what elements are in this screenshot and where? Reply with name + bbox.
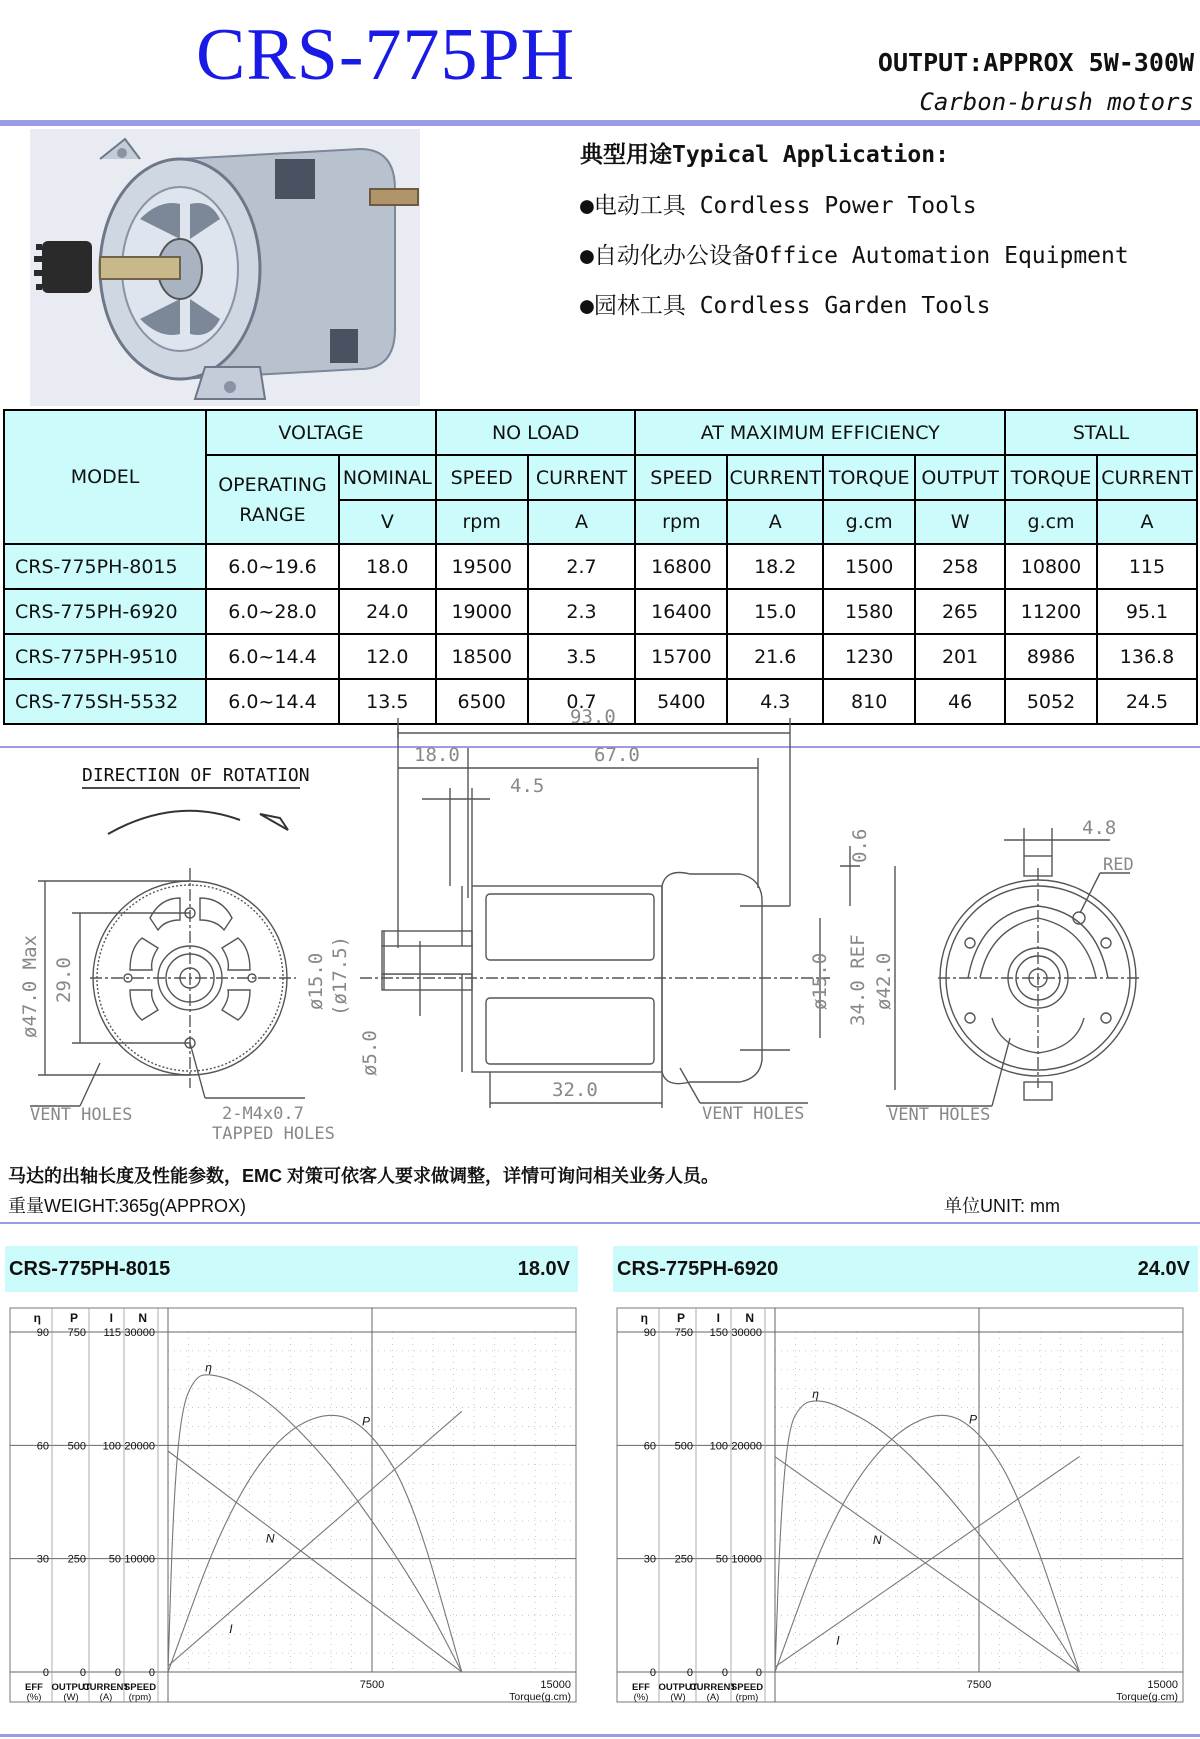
section-divider	[0, 1222, 1200, 1224]
table-cell: 19500	[436, 544, 528, 589]
table-cell: 5400	[635, 679, 727, 724]
table-cell: 6500	[436, 679, 528, 724]
axis-unit: (A)	[99, 1692, 113, 1703]
table-cell: 18.2	[727, 544, 823, 589]
table-cell: 8986	[1005, 634, 1097, 679]
x-tick-label: 15000	[1147, 1679, 1178, 1691]
y-tick-label: 90	[643, 1327, 656, 1339]
table-cell: 6.0~14.4	[206, 634, 339, 679]
y-tick-label: 500	[674, 1440, 693, 1453]
chart-voltage: 24.0V	[1137, 1258, 1190, 1280]
series-line-p	[168, 1415, 462, 1672]
operating-label: OPERATING	[218, 473, 327, 496]
series-label: η	[812, 1386, 819, 1401]
application-item: ●电动工具 Cordless Power Tools	[580, 193, 977, 219]
series-line-i	[775, 1456, 1080, 1666]
table-cell: 10800	[1005, 544, 1097, 589]
y-tick-label: 0	[721, 1667, 728, 1679]
axis-symbol: P	[676, 1311, 685, 1325]
dia-15-label-right: ø15.0	[809, 952, 831, 1010]
table-cell: 11200	[1005, 589, 1097, 634]
series-line-p	[775, 1415, 1080, 1672]
table-cell: 18500	[436, 634, 528, 679]
axis-symbol: N	[138, 1311, 147, 1325]
axis-symbol: I	[109, 1311, 113, 1325]
table-cell: 6.0~19.6	[206, 544, 339, 589]
table-cell: 258	[915, 544, 1005, 589]
table-row	[4, 589, 1197, 634]
dia-15-label-left: ø15.0	[305, 952, 327, 1010]
table-cell: 810	[823, 679, 915, 724]
table-cell: 15.0	[727, 589, 823, 634]
unit-cell: V	[339, 500, 436, 544]
axis-unit: (%)	[26, 1692, 42, 1703]
axis-symbol: I	[716, 1311, 720, 1325]
y-tick-label: 500	[67, 1440, 86, 1453]
unit-cell: rpm	[436, 500, 528, 544]
dim-29-label: 29.0	[53, 957, 75, 1003]
table-row	[4, 634, 1197, 679]
y-tick-label: 250	[67, 1553, 86, 1566]
table-cell: 16800	[635, 544, 727, 589]
eff-current-header: CURRENT	[727, 455, 823, 500]
series-label: P	[362, 1414, 371, 1429]
axis-symbol: η	[33, 1311, 41, 1325]
series-label: η	[205, 1360, 212, 1375]
table-cell: 4.3	[727, 679, 823, 724]
y-tick-label: 50	[715, 1553, 728, 1566]
eff-output-header: OUTPUT	[915, 455, 1005, 500]
axis-label: EFF	[632, 1682, 650, 1693]
unit-cell: W	[915, 500, 1005, 544]
weight-label: 重量WEIGHT:365g(APPROX)	[8, 1196, 247, 1216]
y-tick-label: 10000	[124, 1553, 155, 1566]
y-tick-label: 0	[686, 1667, 693, 1679]
table-cell: 95.1	[1097, 589, 1197, 634]
no-load-header: NO LOAD	[436, 410, 636, 455]
axis-symbol: P	[69, 1311, 78, 1325]
motor-photo	[30, 129, 420, 406]
stall-torque-header: TORQUE	[1005, 455, 1097, 500]
application-item: ●自动化办公设备Office Automation Equipment	[580, 243, 1129, 269]
dim-4-8-label: 4.8	[1082, 817, 1117, 839]
applications-heading: 典型用途Typical Application:	[580, 142, 949, 168]
y-tick-label: 60	[36, 1440, 49, 1453]
table-cell: 2.3	[528, 589, 636, 634]
axis-label: OUTPUT	[658, 1682, 698, 1693]
output-range: OUTPUT:APPROX 5W-300W	[877, 48, 1194, 77]
y-tick-label: 30	[36, 1553, 49, 1566]
x-tick-label: 15000	[540, 1679, 571, 1691]
dia-47-label: ø47.0 Max	[19, 935, 41, 1038]
model-cell: CRS-775PH-6920	[4, 589, 206, 634]
tapped-holes-size: 2-M4x0.7	[222, 1104, 304, 1124]
performance-chart	[8, 1300, 588, 1710]
series-label: N	[265, 1531, 275, 1546]
y-tick-label: 0	[42, 1667, 49, 1679]
nominal-header: NOMINAL	[339, 455, 436, 500]
customization-note: 马达的出轴长度及性能参数，EMC 对策可依客人要求做调整，详情可询问相关业务人员。	[8, 1166, 719, 1186]
no-load-current-header: CURRENT	[528, 455, 636, 500]
chart-header	[5, 1246, 578, 1292]
table-cell: 24.0	[339, 589, 436, 634]
x-axis-label: Torque(g.cm)	[1116, 1691, 1178, 1703]
unit-cell: A	[528, 500, 636, 544]
table-cell: 136.8	[1097, 634, 1197, 679]
y-tick-label: 90	[36, 1327, 49, 1339]
chart-model: CRS-775PH-6920	[617, 1258, 779, 1280]
application-item: ●园林工具 Cordless Garden Tools	[580, 293, 991, 319]
axis-label: EFF	[25, 1682, 43, 1693]
table-cell: 24.5	[1097, 679, 1197, 724]
dia-5-label: ø5.0	[359, 1030, 381, 1076]
typical-applications	[580, 136, 1129, 337]
table-cell: 18.0	[339, 544, 436, 589]
dia-17-5-label: (ø17.5)	[329, 935, 351, 1016]
voltage-header: VOLTAGE	[206, 410, 436, 455]
footer-divider	[0, 1734, 1200, 1737]
table-cell: 21.6	[727, 634, 823, 679]
table-cell: 6.0~28.0	[206, 589, 339, 634]
y-tick-label: 20000	[731, 1440, 762, 1453]
table-cell: 46	[915, 679, 1005, 724]
y-tick-label: 0	[114, 1667, 121, 1679]
chart-frame	[10, 1308, 576, 1702]
axis-unit: (rpm)	[735, 1692, 759, 1703]
tapped-holes-label: TAPPED HOLES	[212, 1124, 335, 1144]
dim-67-label: 67.0	[594, 744, 640, 766]
y-tick-label: 30	[643, 1553, 656, 1566]
rotation-label: DIRECTION OF ROTATION	[82, 765, 310, 786]
y-tick-label: 50	[108, 1553, 121, 1566]
stall-header: STALL	[1005, 410, 1197, 455]
table-cell: 1500	[823, 544, 915, 589]
y-tick-label: 30000	[731, 1327, 762, 1339]
unit-cell: A	[727, 500, 823, 544]
unit-label: 单位UNIT: mm	[944, 1196, 1060, 1216]
x-axis-label: Torque(g.cm)	[509, 1691, 571, 1703]
y-tick-label: 10000	[731, 1553, 762, 1566]
axis-symbol: η	[640, 1311, 648, 1325]
page-title: CRS-775PH	[196, 14, 576, 96]
axis-label: SPEED	[123, 1682, 157, 1693]
red-terminal-label: RED	[1103, 855, 1134, 875]
axis-unit: (W)	[63, 1692, 79, 1703]
axis-label: CURRENT	[82, 1682, 130, 1693]
chart-voltage: 18.0V	[517, 1258, 570, 1280]
unit-cell: g.cm	[1005, 500, 1097, 544]
performance-chart	[615, 1300, 1195, 1710]
series-line-eff	[775, 1401, 1080, 1672]
vent-holes-label-right: VENT HOLES	[888, 1105, 991, 1125]
axis-label: OUTPUT	[51, 1682, 91, 1693]
table-cell: 15700	[635, 634, 727, 679]
axis-symbol: N	[745, 1311, 754, 1325]
unit-cell: A	[1097, 500, 1197, 544]
axis-unit: (%)	[633, 1692, 649, 1703]
dim-32-label: 32.0	[552, 1079, 598, 1101]
dia-42-label: ø42.0	[873, 952, 895, 1010]
y-tick-label: 250	[674, 1553, 693, 1566]
axis-unit: (W)	[670, 1692, 686, 1703]
model-cell: CRS-775PH-8015	[4, 544, 206, 589]
stall-current-header: CURRENT	[1097, 455, 1197, 500]
model-header: MODEL	[4, 410, 206, 544]
y-tick-label: 150	[709, 1327, 728, 1339]
series-label: P	[969, 1412, 978, 1427]
table-cell: 12.0	[339, 634, 436, 679]
ref-34-label: 34.0 REF	[847, 934, 869, 1026]
y-tick-label: 30000	[124, 1327, 155, 1339]
table-cell: 1230	[823, 634, 915, 679]
table-cell: 13.5	[339, 679, 436, 724]
table-cell: 3.5	[528, 634, 636, 679]
x-tick-label: 7500	[966, 1679, 992, 1691]
y-tick-label: 115	[103, 1327, 121, 1339]
x-tick-label: 7500	[359, 1679, 385, 1691]
y-tick-label: 0	[755, 1667, 762, 1679]
table-cell: 265	[915, 589, 1005, 634]
series-label: N	[872, 1532, 882, 1547]
y-tick-label: 100	[102, 1440, 121, 1453]
model-cell: CRS-775PH-9510	[4, 634, 206, 679]
chart-header	[613, 1246, 1198, 1292]
eff-speed-header: SPEED	[635, 455, 727, 500]
dim-4-5-label: 4.5	[510, 775, 545, 797]
unit-cell: rpm	[635, 500, 727, 544]
axis-unit: (A)	[706, 1692, 720, 1703]
eff-torque-header: TORQUE	[823, 455, 915, 500]
spec-table	[3, 409, 1198, 725]
table-cell: 6.0~14.4	[206, 679, 339, 724]
chart-model: CRS-775PH-8015	[9, 1258, 171, 1280]
series-label: I	[836, 1633, 840, 1648]
y-tick-label: 750	[67, 1327, 86, 1339]
y-tick-label: 20000	[124, 1440, 155, 1453]
y-tick-label: 0	[79, 1667, 86, 1679]
table-cell: 2.7	[528, 544, 636, 589]
series-line-n	[775, 1457, 1080, 1672]
table-row	[4, 544, 1197, 589]
table-cell: 0.7	[528, 679, 636, 724]
motor-type-subtitle: Carbon-brush motors	[919, 88, 1194, 116]
table-cell: 5052	[1005, 679, 1097, 724]
table-cell: 115	[1097, 544, 1197, 589]
axis-unit: (rpm)	[128, 1692, 152, 1703]
table-cell: 16400	[635, 589, 727, 634]
chart-frame	[617, 1308, 1183, 1702]
y-tick-label: 100	[709, 1440, 728, 1453]
axis-label: SPEED	[730, 1682, 764, 1693]
operating-range-header	[206, 455, 339, 544]
unit-cell: g.cm	[823, 500, 915, 544]
vent-holes-label-left: VENT HOLES	[30, 1105, 133, 1125]
header-divider	[0, 120, 1200, 126]
technical-drawing	[0, 706, 1200, 1148]
axis-label: CURRENT	[689, 1682, 737, 1693]
dim-18-label: 18.0	[414, 744, 460, 766]
table-cell: 1580	[823, 589, 915, 634]
y-tick-label: 60	[643, 1440, 656, 1453]
series-label: I	[229, 1621, 233, 1636]
model-cell: CRS-775SH-5532	[4, 679, 206, 724]
series-line-i	[168, 1411, 462, 1666]
max-efficiency-header: AT MAXIMUM EFFICIENCY	[635, 410, 1005, 455]
series-line-n	[168, 1451, 462, 1672]
vent-holes-label-side: VENT HOLES	[702, 1104, 805, 1124]
no-load-speed-header: SPEED	[436, 455, 528, 500]
table-cell: 201	[915, 634, 1005, 679]
dim-93-label: 93.0	[570, 706, 616, 728]
y-tick-label: 750	[674, 1327, 693, 1339]
y-tick-label: 0	[148, 1667, 155, 1679]
range-label: RANGE	[239, 503, 306, 526]
table-cell: 19000	[436, 589, 528, 634]
y-tick-label: 0	[649, 1667, 656, 1679]
dim-0-6-label: 0.6	[849, 828, 871, 863]
